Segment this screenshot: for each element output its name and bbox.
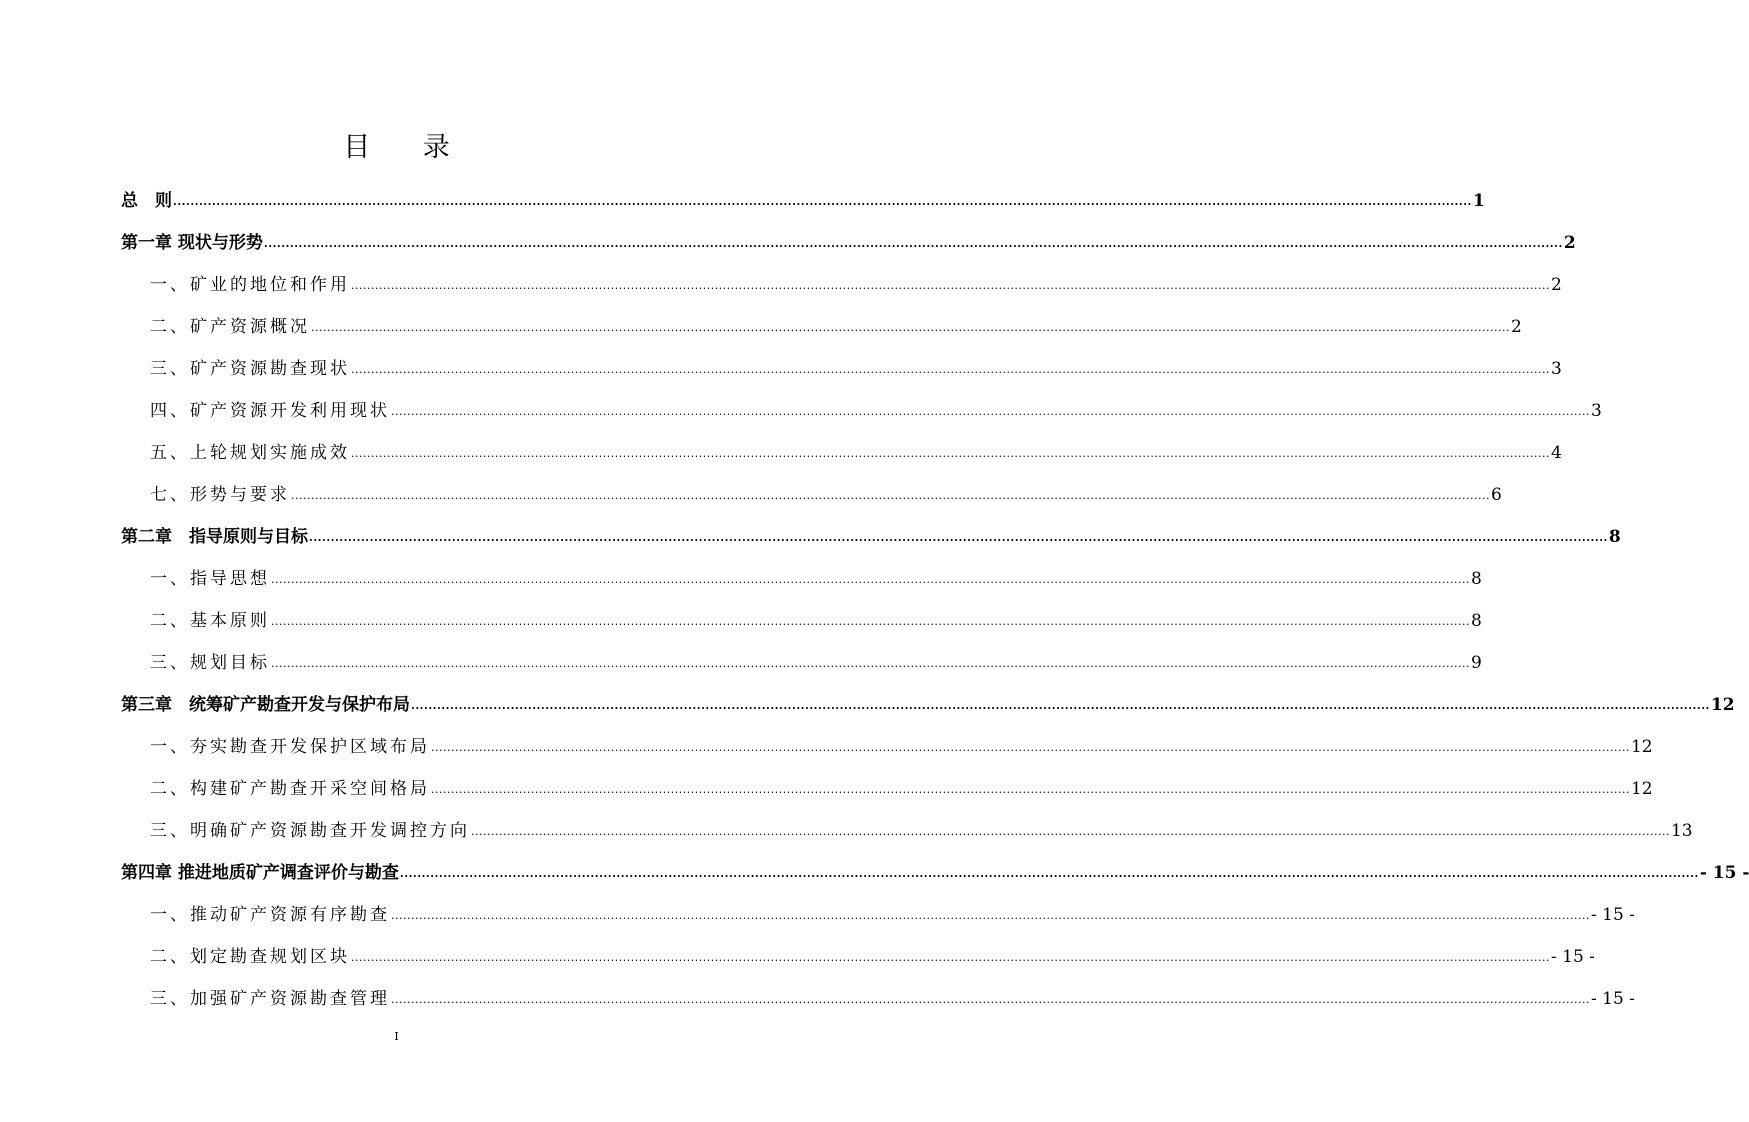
- toc-entry[interactable]: [150, 424, 1562, 464]
- toc-entry-page: 8: [1608, 527, 1621, 547]
- toc-entry[interactable]: [150, 928, 1595, 968]
- toc-entry[interactable]: [150, 550, 1482, 590]
- dot-leader: ............................................................................................................................................................................................................................................................................................................: [311, 321, 1510, 334]
- toc-entry[interactable]: [121, 844, 1749, 884]
- toc-entry-page: 6: [1490, 485, 1502, 505]
- toc-entry-page: 4: [1550, 443, 1562, 463]
- toc-entry-page: - 15 -: [1699, 863, 1749, 883]
- toc-entry-page: 13: [1670, 821, 1693, 841]
- page-number-footer: I: [394, 1030, 399, 1043]
- toc-entry-page: 12: [1630, 737, 1653, 757]
- dot-leader: ............................................................................................................................................................................................................................................................................................................: [351, 363, 1550, 376]
- toc-entry-page: 12: [1710, 695, 1735, 715]
- toc-entry[interactable]: [121, 676, 1735, 716]
- toc-entry-page: 3: [1590, 401, 1602, 421]
- dot-leader: ............................................................................................................................................................................................................................................................................................................: [351, 279, 1550, 292]
- toc-entry-label: 一、指导思想: [150, 569, 270, 589]
- toc-entry-label: 一、推动矿产资源有序勘查: [150, 905, 390, 925]
- toc-entry-label: 七、形势与要求: [150, 485, 290, 505]
- dot-leader: ............................................................................................................................................................................................................................................................................................................: [431, 741, 1630, 754]
- dot-leader: ............................................................................................................................................................................................................................................................................................................: [391, 993, 1590, 1006]
- toc-entry[interactable]: [150, 382, 1602, 422]
- toc-entry-label: 二、矿产资源概况: [150, 317, 310, 337]
- dot-leader: ............................................................................................................................................................................................................................................................................................................: [271, 657, 1470, 670]
- toc-entry-page: 2: [1563, 233, 1576, 253]
- toc-entry-page: - 15 -: [1550, 947, 1595, 967]
- toc-entry[interactable]: [150, 718, 1653, 758]
- toc-entry-label: 五、上轮规划实施成效: [150, 443, 350, 463]
- toc-entry-page: - 15 -: [1590, 905, 1635, 925]
- toc-entry-page: 8: [1470, 611, 1482, 631]
- toc-entry-page: 2: [1550, 275, 1562, 295]
- toc-entry-label: 一、夯实勘查开发保护区域布局: [150, 737, 430, 757]
- toc-entry-page: - 15 -: [1590, 989, 1635, 1009]
- toc-entry-label: 二、基本原则: [150, 611, 270, 631]
- toc-entry-page: 12: [1630, 779, 1653, 799]
- toc-entry-page: 8: [1470, 569, 1482, 589]
- toc-entry-label: 第三章 统筹矿产勘查开发与保护布局: [121, 695, 410, 715]
- toc-entry-label: 三、加强矿产资源勘查管理: [150, 989, 390, 1009]
- dot-leader: ............................................................................................................................................................................................................................................................................................................: [471, 825, 1670, 838]
- toc-entry-label: 二、划定勘查规划区块: [150, 947, 350, 967]
- dot-leader: ............................................................................................................................................................................................................................................................................................................: [173, 195, 1472, 208]
- dot-leader: ............................................................................................................................................................................................................................................................................................................: [271, 615, 1470, 628]
- toc-entry[interactable]: [150, 760, 1653, 800]
- toc-entry-label: 三、规划目标: [150, 653, 270, 673]
- dot-leader: ............................................................................................................................................................................................................................................................................................................: [263, 237, 1563, 250]
- toc-entry-page: 3: [1550, 359, 1562, 379]
- toc-entry-page: 1: [1472, 191, 1485, 211]
- dot-leader: ............................................................................................................................................................................................................................................................................................................: [271, 573, 1470, 586]
- dot-leader: ............................................................................................................................................................................................................................................................................................................: [351, 951, 1550, 964]
- toc-entry-label: 总 则: [121, 191, 172, 211]
- toc-entry-label: 第一章 现状与形势: [121, 233, 263, 253]
- dot-leader: ............................................................................................................................................................................................................................................................................................................: [411, 699, 1710, 712]
- dot-leader: ............................................................................................................................................................................................................................................................................................................: [391, 405, 1590, 418]
- toc-entry[interactable]: [150, 802, 1693, 842]
- toc-entry[interactable]: [150, 634, 1482, 674]
- toc-entry[interactable]: [150, 886, 1635, 926]
- toc-entry[interactable]: [150, 970, 1635, 1010]
- toc-entry-label: 二、构建矿产勘查开采空间格局: [150, 779, 430, 799]
- toc-entry-page: 2: [1510, 317, 1522, 337]
- toc-entry-page: 9: [1470, 653, 1482, 673]
- toc-entry-label: 一、矿业的地位和作用: [150, 275, 350, 295]
- toc-entry[interactable]: [150, 466, 1502, 506]
- dot-leader: ............................................................................................................................................................................................................................................................................................................: [351, 447, 1550, 460]
- toc-entry-label: 三、明确矿产资源勘查开发调控方向: [150, 821, 470, 841]
- toc-title: 目 录: [343, 132, 472, 163]
- dot-leader: ............................................................................................................................................................................................................................................................................................................: [391, 909, 1590, 922]
- dot-leader: ............................................................................................................................................................................................................................................................................................................: [291, 489, 1490, 502]
- toc-entry[interactable]: [121, 508, 1621, 548]
- toc-entry-label: 第二章 指导原则与目标: [121, 527, 308, 547]
- dot-leader: ............................................................................................................................................................................................................................................................................................................: [431, 783, 1630, 796]
- dot-leader: ............................................................................................................................................................................................................................................................................................................: [309, 531, 1608, 544]
- toc-entry-label: 三、矿产资源勘查现状: [150, 359, 350, 379]
- toc-entry[interactable]: [150, 256, 1562, 296]
- dot-leader: ............................................................................................................................................................................................................................................................................................................: [399, 867, 1699, 880]
- toc-entry-label: 第四章 推进地质矿产调查评价与勘查: [121, 863, 399, 883]
- toc-entry[interactable]: [121, 172, 1485, 212]
- toc-entry[interactable]: [150, 592, 1482, 632]
- toc-entry[interactable]: [150, 340, 1562, 380]
- toc-entry-label: 四、矿产资源开发利用现状: [150, 401, 390, 421]
- toc-entry[interactable]: [150, 298, 1522, 338]
- toc-entry[interactable]: [121, 214, 1576, 254]
